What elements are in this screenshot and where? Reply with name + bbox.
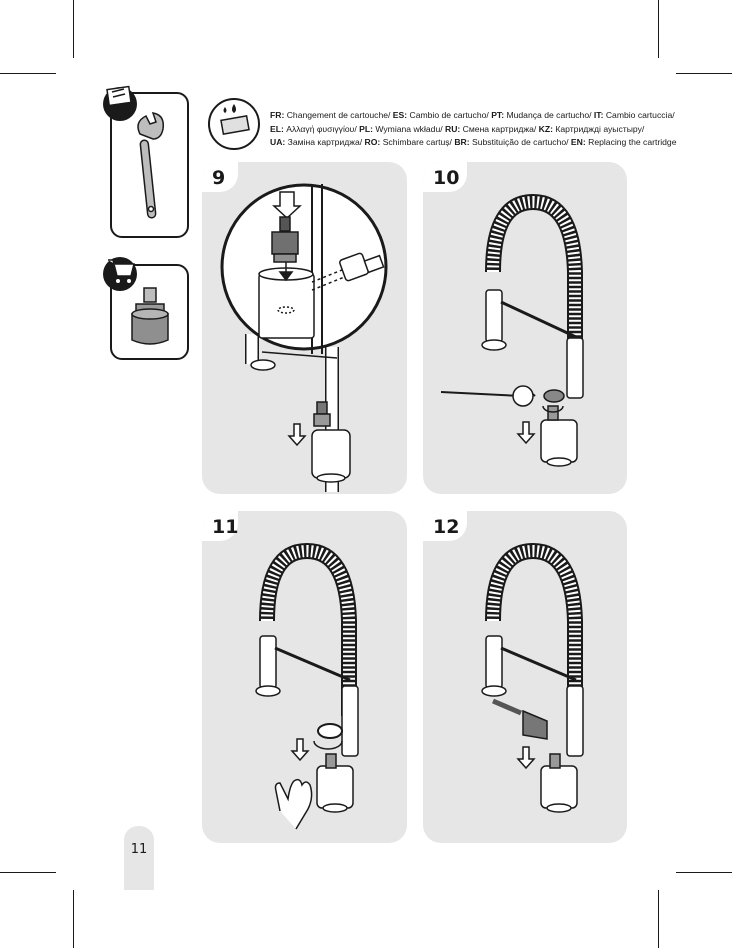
lang-code: PL: [359, 123, 373, 134]
lang-code: EN: [570, 137, 586, 147]
page-number-tab [124, 826, 154, 890]
step-panel-11 [202, 511, 407, 843]
step-panel-10 [423, 162, 627, 494]
crop-mark [676, 73, 732, 74]
lang-text: Schimbare cartuș/ [382, 137, 452, 147]
section-title [270, 109, 677, 150]
step-number: 12 [433, 516, 460, 538]
crop-mark [0, 73, 56, 74]
crop-mark [0, 872, 56, 873]
step-number: 10 [433, 167, 460, 189]
faucet-illustration [423, 162, 627, 494]
lang-text: Картриджді ауыстыру/ [555, 123, 645, 134]
lang-code: IT: [593, 110, 604, 120]
crop-mark [658, 890, 659, 948]
lang-text: Cambio cartuccia/ [605, 110, 675, 120]
lang-text: Заміна картриджа/ [287, 137, 363, 147]
page-number: 11 [130, 842, 148, 857]
lang-code: ES: [392, 110, 408, 120]
step-panel-9 [202, 162, 407, 494]
step-number: 9 [212, 167, 226, 189]
lang-text: Replacing the cartridge [588, 137, 677, 147]
lang-code: RU: [445, 123, 461, 134]
lang-text: Cambio de cartucho/ [409, 110, 489, 120]
lang-text: Смена картриджа/ [462, 123, 537, 134]
shopping-cart-icon [100, 252, 140, 292]
faucet-illustration [423, 511, 627, 843]
lang-code: FR: [270, 110, 285, 120]
lang-code: EL: [270, 123, 284, 134]
crop-mark [658, 0, 659, 58]
step-number-tab [423, 162, 467, 192]
crop-mark [676, 872, 732, 873]
faucet-illustration [202, 162, 407, 494]
step-number-tab [202, 511, 238, 541]
lang-code: PT: [491, 110, 505, 120]
lang-text: Changement de cartouche/ [286, 110, 391, 120]
lang-code: RO: [364, 137, 381, 147]
faucet-illustration [202, 511, 407, 843]
lang-text: Mudança de cartucho/ [506, 110, 592, 120]
step-number-tab [423, 511, 467, 541]
crop-mark [73, 890, 74, 948]
step-panel-12 [423, 511, 627, 843]
cleaning-sponge-icon [204, 96, 264, 152]
crop-mark [73, 0, 74, 58]
lang-code: KZ: [538, 123, 553, 134]
tools-box-icon [100, 82, 140, 122]
lang-code: UA: [270, 137, 286, 147]
lang-text: Αλλαγή φυσιγγίου/ [286, 123, 357, 134]
step-number: 11 [212, 516, 239, 538]
lang-code: BR: [454, 137, 470, 147]
lang-text: Substituição de cartucho/ [472, 137, 569, 147]
lang-text: Wymiana wkładu/ [375, 123, 443, 134]
